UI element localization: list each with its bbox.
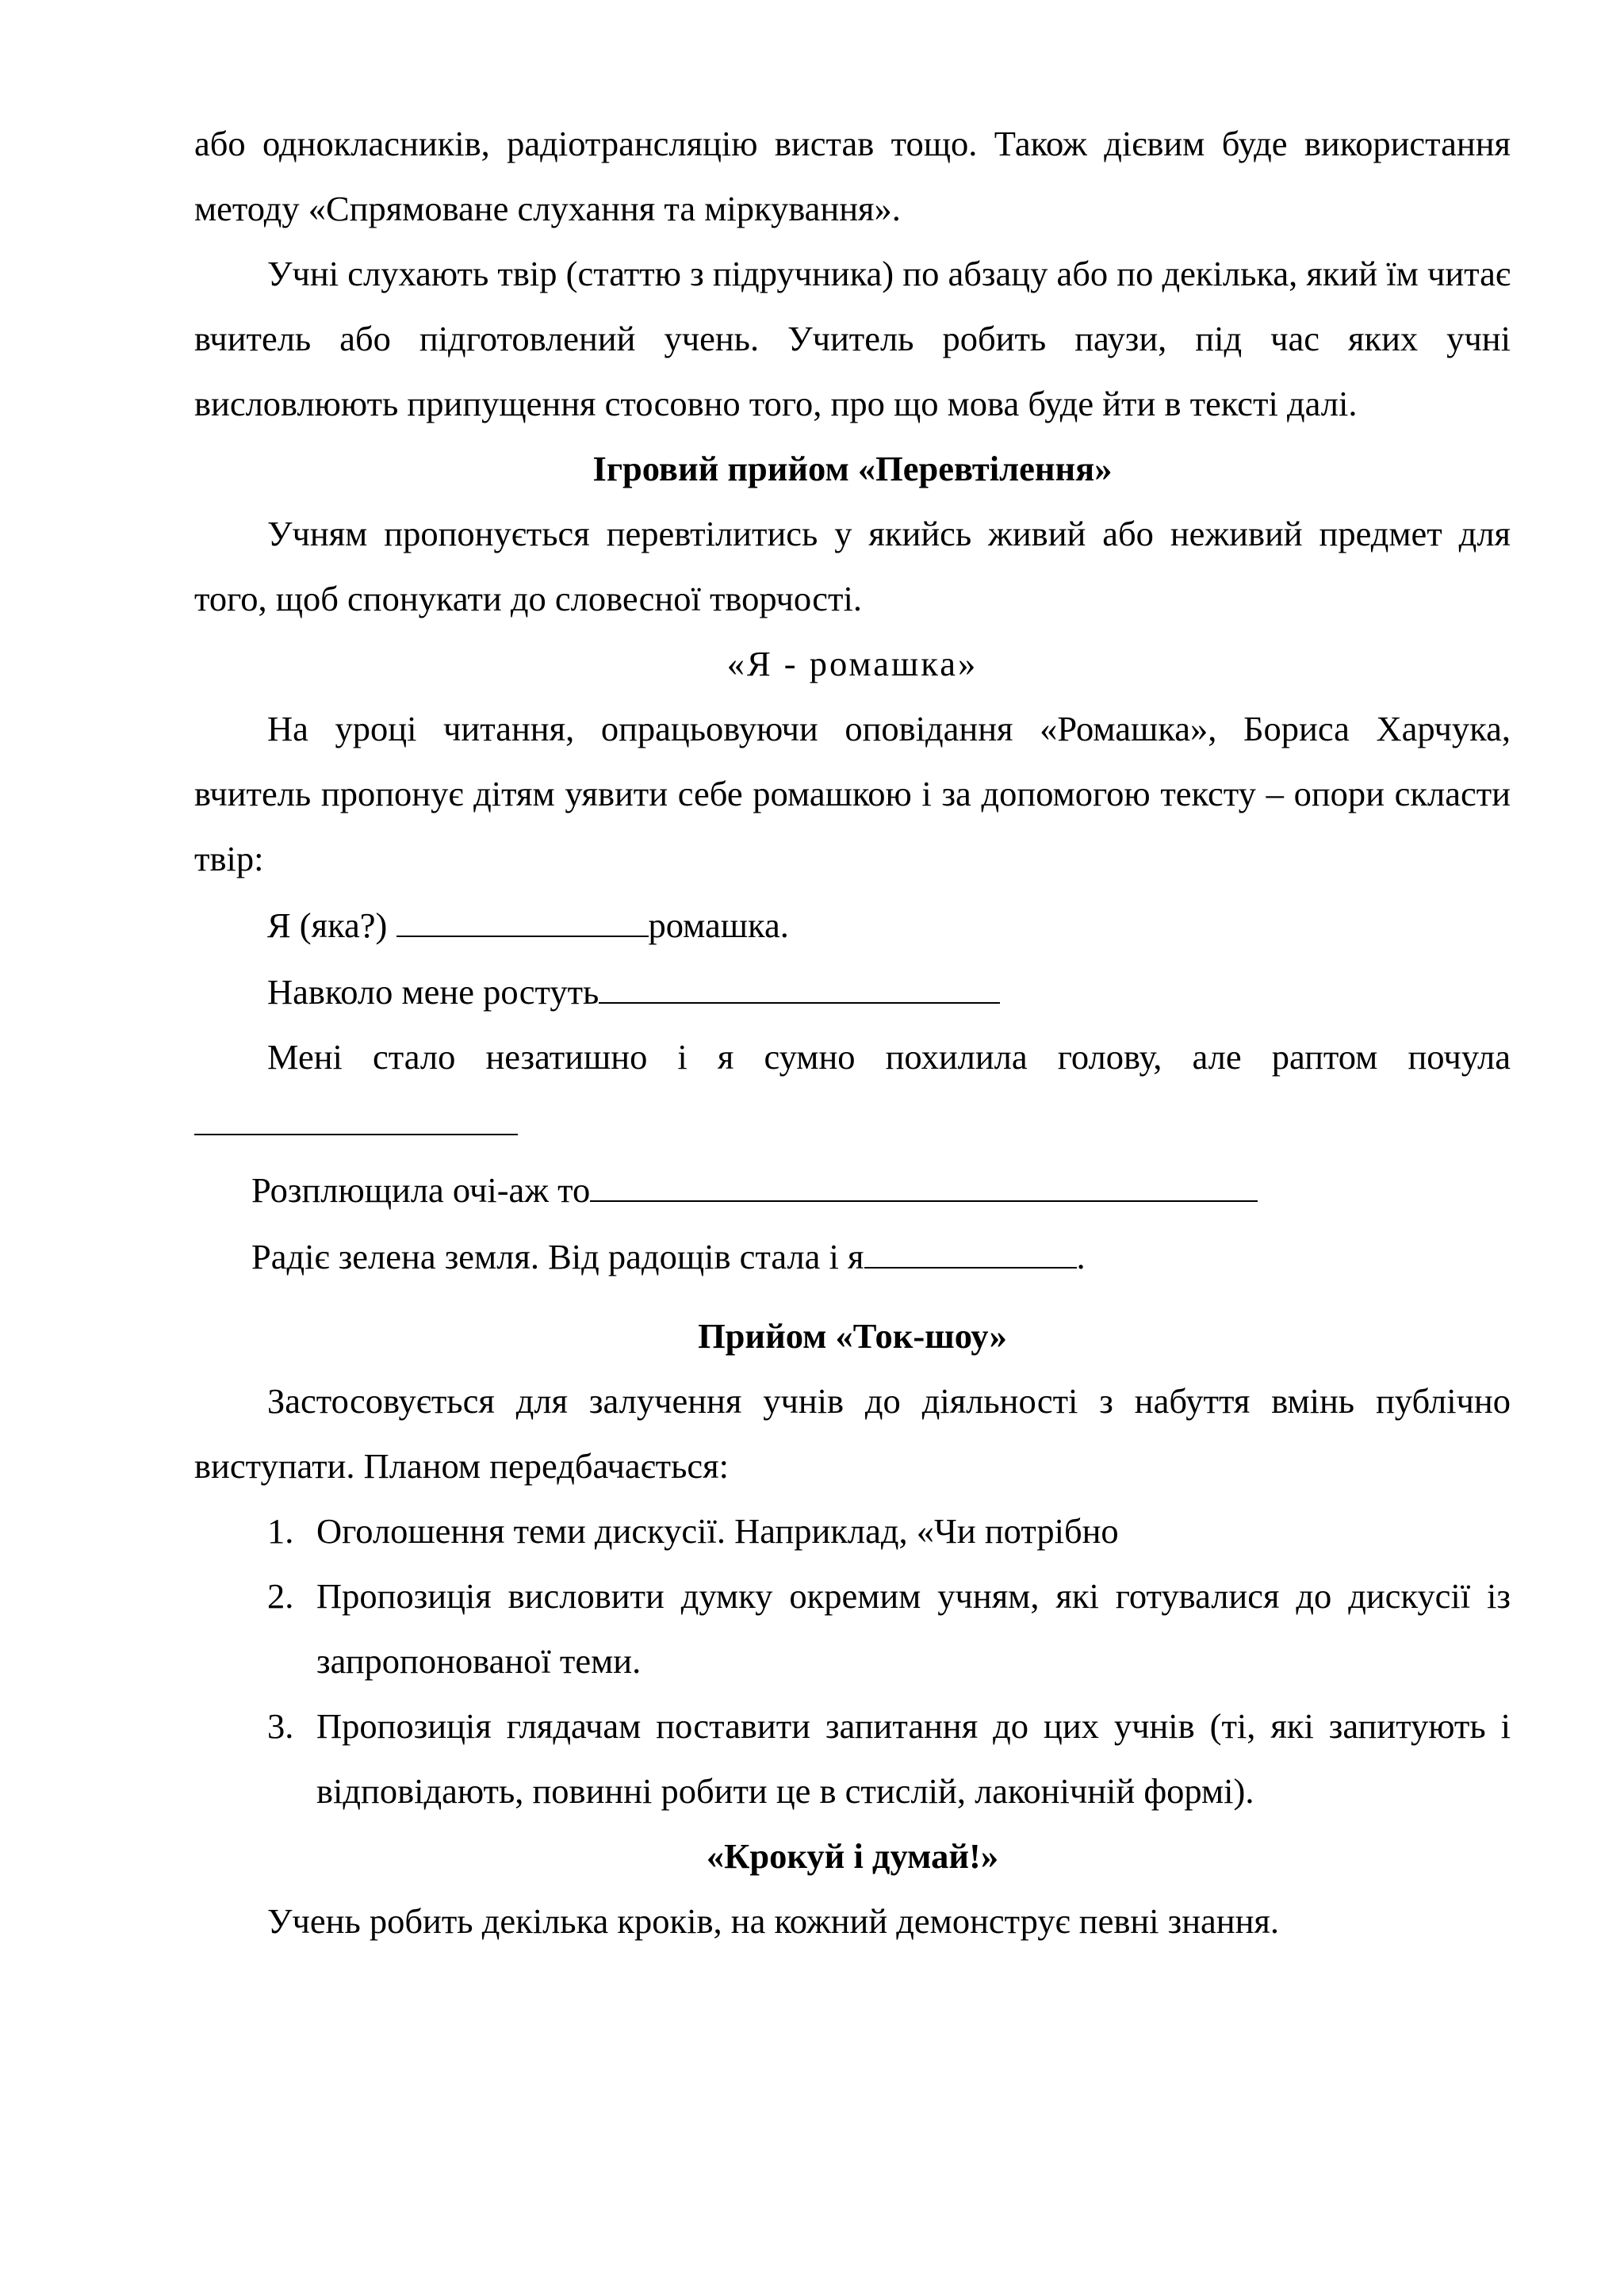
section-heading-talk-show: Прийом «Ток-шоу» bbox=[698, 1316, 1007, 1356]
list-item-number: 2. bbox=[267, 1576, 294, 1616]
fill-in-label: ромашка. bbox=[648, 905, 789, 945]
transformation-paragraph: Учням пропонується перевтілитись у якийсь живий або неживий предмет для того, щоб спонукати до словесної творчості. bbox=[194, 514, 1511, 618]
fill-in-line-5 bbox=[194, 1223, 1511, 1289]
list-item bbox=[194, 1498, 1511, 1563]
exercise-subtitle: «Я - ромашка» bbox=[726, 644, 979, 683]
section-heading-transformation: Ігровий прийом «Перевтілення» bbox=[592, 449, 1113, 488]
section-heading-step-think: «Крокуй і думай!» bbox=[706, 1836, 999, 1876]
exercise-instructions: На уроці читання, опрацьовуючи оповідання «Ромашка», Бориса Харчука, вчитель пропонує дітям уявити себе ромашкою і за допомогою тексту – опори скласти твір: bbox=[194, 709, 1511, 878]
fill-in-line-4 bbox=[194, 1156, 1511, 1223]
fill-in-label: . bbox=[1076, 1237, 1086, 1276]
fill-in-label: Навколо мене ростуть bbox=[267, 972, 599, 1012]
document-page bbox=[194, 111, 1511, 1954]
fill-in-blank bbox=[194, 1089, 518, 1135]
list-item-text: Оголошення теми дискусії. Наприклад, «Чи потрібно bbox=[316, 1511, 1119, 1551]
fill-in-label: Мені стало незатишно і я сумно похилила голову, але раптом почула bbox=[267, 1037, 1511, 1077]
fill-in-blank bbox=[590, 1156, 1258, 1202]
talk-show-steps bbox=[194, 1498, 1511, 1823]
fill-in-blank bbox=[396, 891, 649, 937]
listening-paragraph: Учні слухають твір (статтю з підручника) по абзацу або по декілька, який їм читає вчитель або підготовлений учень. Учитель робить паузи, під час яких учні висловлюють припущення стосовно того, про що мова буде йти в тексті далі. bbox=[194, 254, 1511, 423]
intro-paragraph: або однокласників, радіотрансляцію вистав тощо. Також дієвим буде використання методу «Спрямоване слухання та міркування». bbox=[194, 124, 1511, 228]
fill-in-blank bbox=[864, 1223, 1077, 1269]
list-item-number: 3. bbox=[267, 1706, 294, 1746]
fill-in-label: Я (яка?) bbox=[267, 905, 396, 945]
list-item-number: 1. bbox=[267, 1511, 294, 1551]
fill-in-blank bbox=[599, 958, 1000, 1004]
list-item-text: Пропозиція глядачам поставити запитання до цих учнів (ті, які запитують і відповідають, повинні робити це в стислій, лаконічній формі). bbox=[316, 1706, 1511, 1811]
fill-in-line-1 bbox=[194, 891, 1511, 958]
list-item-text: Пропозиція висловити думку окремим учням, які готувалися до дискусії із запропонованої теми. bbox=[316, 1576, 1511, 1681]
fill-in-label: Радіє зелена земля. Від радощів стала і я bbox=[251, 1237, 864, 1276]
fill-in-line-2 bbox=[194, 958, 1511, 1024]
talk-show-paragraph: Застосовується для залучення учнів до діяльності з набуття вмінь публічно виступати. Планом передбачається: bbox=[194, 1381, 1511, 1486]
fill-in-line-3 bbox=[194, 1024, 1511, 1156]
fill-in-label: Розплющила очі-аж то bbox=[251, 1170, 591, 1210]
section-spacer bbox=[194, 1289, 1511, 1303]
list-item bbox=[194, 1693, 1511, 1823]
list-item bbox=[194, 1563, 1511, 1693]
step-think-paragraph: Учень робить декілька кроків, на кожний демонструє певні знання. bbox=[267, 1901, 1280, 1941]
